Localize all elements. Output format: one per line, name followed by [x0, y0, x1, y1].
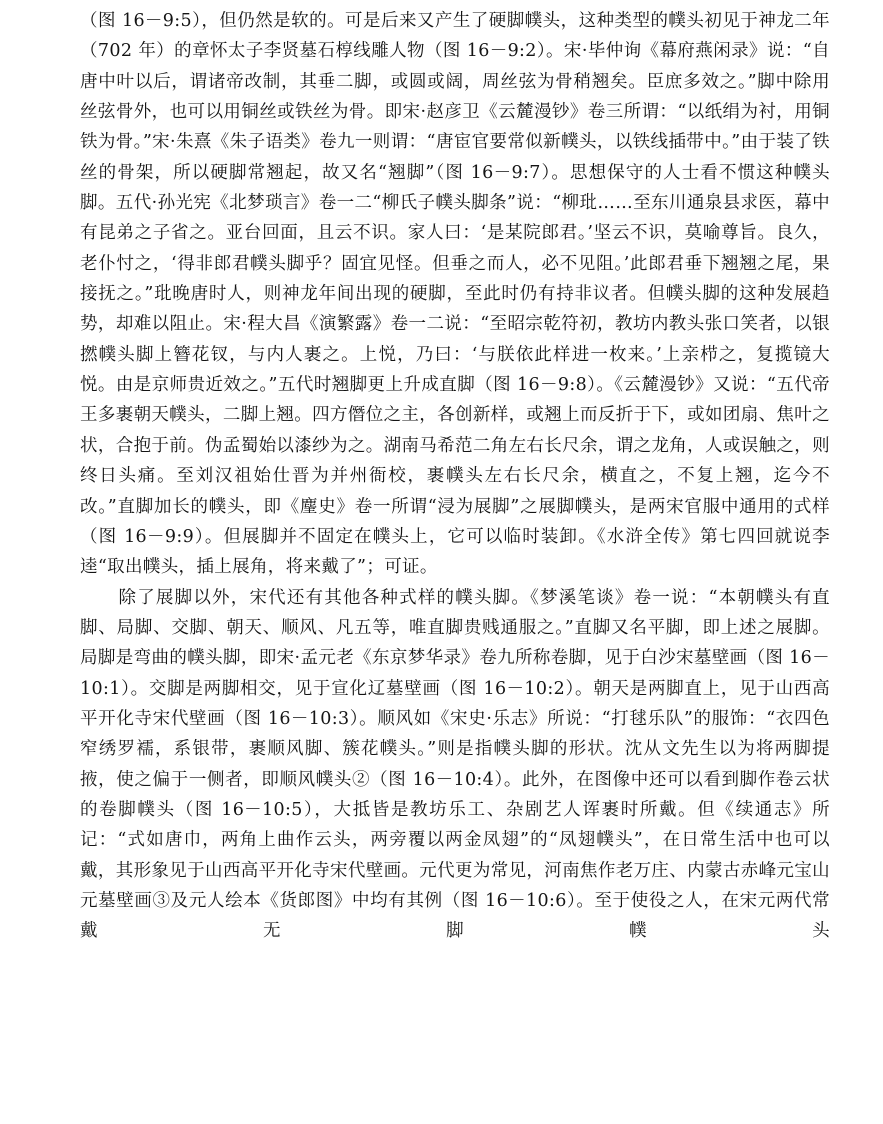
paragraph-2: 除了展脚以外，宋代还有其他各种式样的幞头脚。《梦溪笔谈》卷一说：“本朝幞头有直脚、局脚、交脚、朝天、顺风、凡五等，唯直脚贵贱通服之。”直脚又名平脚，即上述之展脚。局脚是弯曲的幞头脚，即宋·孟元老《东京梦华录》卷九所称卷脚，见于白沙宋墓壁画（图 16－10:1）。交脚是两脚相交，见于宣化辽墓壁画（图 16－10:2）。朝天是两脚直上，见于山西高平开化寺宋代壁画（图 16－10:3）。顺风如《宋史·乐志》所说：“打毬乐队”的服饰：“衣四色窄绣罗襦，系银带，裹顺风脚、簇花幞头。”则是指幞头脚的形状。沈从文先生以为将两脚提掖，使之偏于一侧者，即顺风幞头②（图 16－10:4）。此外，在图像中还可以看到脚作卷云状的卷脚幞头（图 16－10:5），大抵皆是教坊乐工、杂剧艺人诨裹时所戴。但《续通志》所记：“式如唐巾，两角上曲作云头，两旁覆以两金凤翅”的“凤翅幞头”，在日常生活中也可以戴，其形象见于山西高平开化寺宋代壁画。元代更为常见，河南焦作老万庄、内蒙古赤峰元宝山元墓壁画③及元人绘本《货郎图》中均有其例（图 16－10:6）。至于使役之人，在宋元两代常戴无脚幞头: [80, 587, 830, 942]
body-text: [80, 6, 830, 947]
paragraph-1: （图 16－9:5），但仍然是软的。可是后来又产生了硬脚幞头，这种类型的幞头初见于神龙二年（702 年）的章怀太子李贤墓石椁线雕人物（图 16－9:2）。宋·毕仲询《幕府燕闲录》说：“自唐中叶以后，谓诸帝改制，其垂二脚，或圆或阔，周丝弦为骨稍翘矣。臣庶多效之。”脚中除用丝弦骨外，也可以用铜丝或铁丝为骨。即宋·赵彦卫《云麓漫钞》卷三所谓：“以纸绢为衬，用铜铁为骨。”宋·朱熹《朱子语类》卷九一则谓：“唐宦官要常似新幞头，以铁线插带中。”由于装了铁丝的骨架，所以硬脚常翘起，故又名“翘脚”（图 16－9:7）。思想保守的人士看不惯这种幞头脚。五代·孙光宪《北梦琐言》卷一二“柳氏子幞头脚条”说：“柳玭……至东川通泉县求医，幕中有昆弟之子省之。亚台回面，且云不识。家人曰：‘是某院郎君。’坚云不识，莫喻尊旨。良久，老仆忖之，‘得非郎君幞头脚乎？固宜见怪。但垂之而人，必不见阻。’此郎君垂下翘翘之尾，果接抚之。”玭晚唐时人，则神龙年间出现的硬脚，至此时仍有持非议者。但幞头脚的这种发展趋势，却难以阻止。宋·程大昌《演繁露》卷一二说：“至昭宗乾符初，教坊内教头张口笑者，以银撚幞头脚上簪花钗，与内人裹之。上悦，乃曰：‘与朕依此样进一枚来。’上亲栉之，复揽镜大悦。由是京师贵近效之。”五代时翘脚更上升成直脚（图 16－9:8）。《云麓漫钞》又说：“五代帝王多裹朝天幞头，二脚上翘。四方僭位之主，各创新样，或翘上而反折于下，或如团扇、焦叶之状，合抱于前。伪孟蜀始以漆纱为之。湖南马希范二角左右长尺余，谓之龙角，人或误触之，则终日头痛。至刘汉祖始仕晋为并州衙校，裹幞头左右长尺余，横直之，不复上翘，迄今不改。”直脚加长的幞头，即《麈史》卷一所谓“浸为展脚”之展脚幞头，是两宋官服中通用的式样（图 16－9:9）。但展脚并不固定在幞头上，它可以临时装卸。《水浒全传》第七四回就说李逵“取出幞头，插上展角，将来戴了”；可证。: [80, 11, 830, 578]
